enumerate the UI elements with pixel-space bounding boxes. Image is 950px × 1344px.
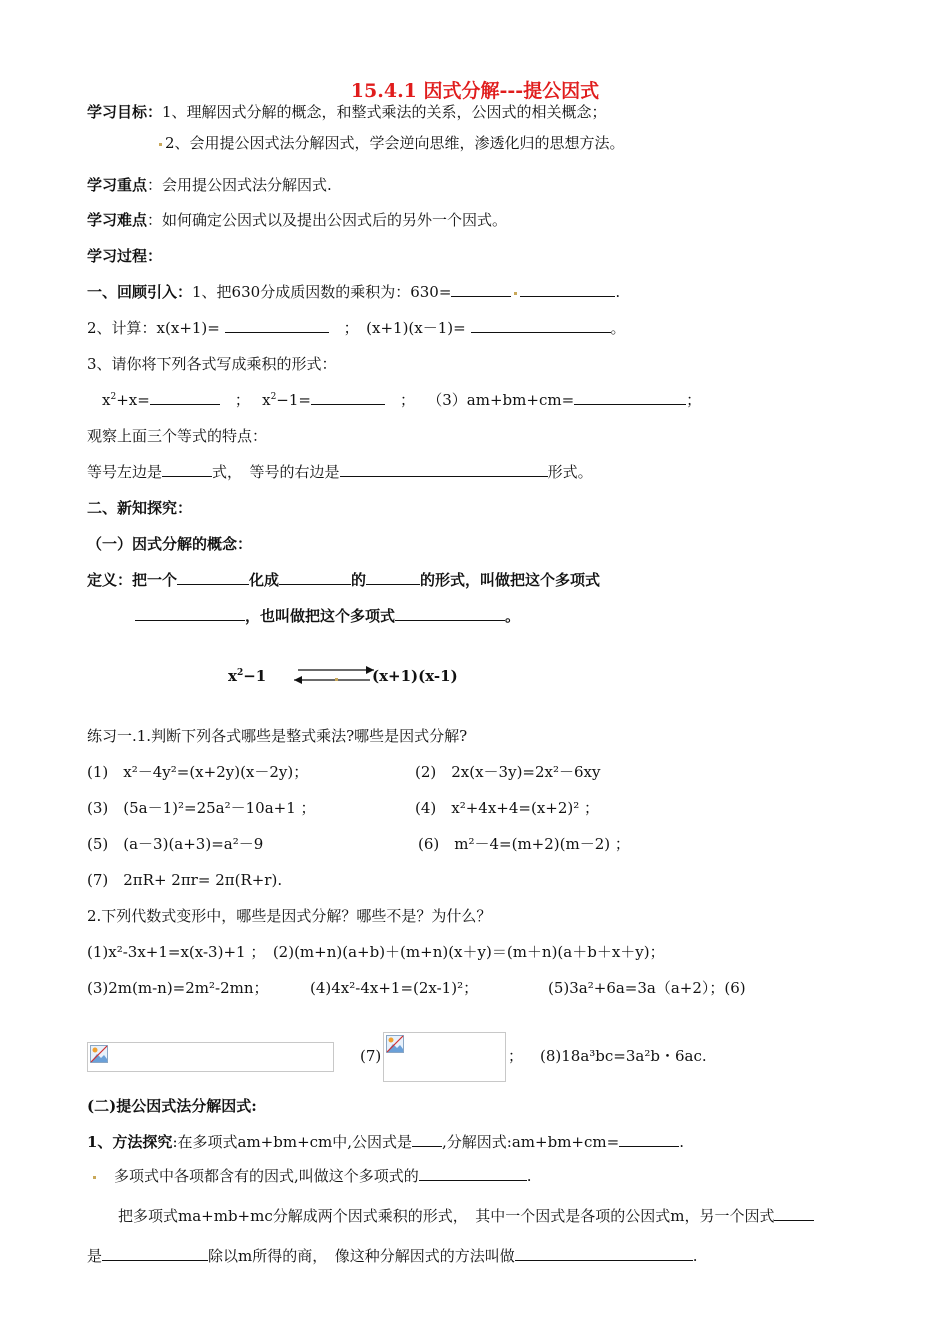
right-type: 形式。 [547,463,593,481]
expr-part: −1= [276,391,311,409]
blank [471,318,611,333]
method-l1-label: 1、方法探究 [87,1133,173,1151]
goals-label: 学习目标： [87,103,163,121]
method-line-2 [90,1166,532,1186]
blank [162,462,212,477]
def-part: 化成 [249,571,280,589]
ex2-item-3: (3)2m(m-n)=2m²-2mn； [87,979,269,997]
blank [619,1132,679,1147]
diagram-left-expr: $x^2-1$ [228,667,267,685]
process-label: 学习过程： [87,247,163,265]
dot-mark [159,143,162,146]
broken-image-7 [383,1032,506,1082]
broken-image-icon [386,1035,404,1053]
ex2-item-4: (4)4x²-4x+1=(2x-1)²； [310,979,479,997]
blank [311,390,385,405]
goal-item-1: 1、理解因式分解的概念，和整式乘法的关系，公因式的相关概念； [162,103,607,121]
review-q3-items: $x^2+x=$ ； $x^2-1=$ ； （3）am+bm+cm= ； [102,391,702,409]
def-part: 的 [351,571,367,589]
sides-line [87,462,593,482]
review-q2: 2、计算：x(x+1)= ； (x+1)(x－1)= 。 [87,319,626,337]
blank [451,282,511,297]
method-l1-text2: ,分解因式:am+bm+cm= [442,1133,620,1151]
method-l2-text: 多项式中各项都含有的因式,叫做这个多项式的 [114,1167,419,1185]
blank [366,570,420,585]
ex1-item-6: (6) m²－4=(m+2)(m－2) ； [418,835,630,853]
double-arrow-icon [290,665,380,687]
left-side-label: 等号左边是 [87,463,163,481]
difficulty-line [87,210,507,230]
method-l3-text: 把多项式ma+mb+mc分解成两个因式乘积的形式， 其中一个因式是各项的公因式m，另一个因式 [118,1207,775,1225]
method-line-1 [87,1132,684,1152]
review-q1-text: 1、把630分成质因数的乘积为：630= [192,283,452,301]
ex1-item-2: (2) 2x(x－3y)=2x²－6xy [415,763,601,781]
expr-x: x [228,667,237,685]
review-head: 一、回顾引入： [87,283,193,301]
blank [279,570,351,585]
ex1-item-5: (5) (a－3)(a+3)=a²－9 [87,835,264,853]
def-part: 定义：把一个 [87,571,178,589]
goal-item-2: 2、会用提公因式法分解因式，学会逆向思维，渗透化归的思想方法。 [165,134,625,152]
review-q3: 3、请你将下列各式写成乘积的形式： [87,355,337,373]
method-l2-end: . [526,1167,532,1185]
method-l1-end: . [679,1133,684,1151]
definition-line-1 [87,570,600,590]
difficulty-label: 学习难点 [87,211,148,229]
focus-line [87,175,332,195]
blank [177,570,249,585]
left-type: 式， [212,463,235,481]
blank [515,1246,693,1261]
def-part: 。 [505,607,521,625]
explore-head: 二、新知探究： [87,499,193,517]
method-l4-a: 是 [87,1247,103,1265]
ex2-item-5: (5)3a²+6a=3a（a+2）；(6) [548,979,746,997]
ex1-item-7: (7) 2πR+ 2πr= 2π(R+r). [87,871,283,889]
explore-sub1: （一）因式分解的概念： [87,535,253,553]
ex2-item-7: (7) [360,1047,382,1065]
blank [340,462,548,477]
broken-image-6 [87,1042,334,1072]
ex1-item-4: (4) x²+4x+4=(x+2)² ； [415,799,600,817]
ex2-line-1: (1)x²-3x+1=x(x-3)+1 ； (2)(m+n)(a+b)＋(m+n)(x＋y)＝(m＋n)(a＋b＋x＋y)； [87,943,665,961]
focus-text: ：会用提公因式法分解因式. [147,176,332,194]
goals-line-1 [87,102,607,122]
method-l4-c: . [692,1247,698,1265]
blank [135,606,245,621]
expr-x: x [262,391,271,409]
blank [574,390,686,405]
diagram-right-expr: (x+1)(x-1) [372,667,458,685]
ex2-head: 2.下列代数式变形中，哪些是因式分解？哪些不是？为什么？ [87,907,492,925]
blank [102,1246,208,1261]
def-part: ，也叫做把这个多项式 [245,607,396,625]
observe-line: 观察上面三个等式的特点： [87,427,268,445]
page-title: 15.4.1 因式分解---提公因式 [350,80,600,102]
expr-part: （3）am+bm+cm= [427,391,575,409]
expr-x: x [102,391,111,409]
blank [395,606,505,621]
focus-label: 学习重点 [87,176,148,194]
broken-image-icon [90,1045,108,1063]
def-part: 的形式，叫做把这个多项式 [420,571,601,589]
review-q1: 一、回顾引入：1、把630分成质因数的乘积为：630= . [87,283,621,301]
method-line-4 [87,1246,698,1266]
blank [774,1206,814,1221]
review-q2-prefix: 2、计算：x(x+1)= [87,319,220,337]
difficulty-text: ：如何确定公因式以及提出公因式后的另外一个因式。 [147,211,508,229]
right-side-label: 等号的右边是 [249,463,340,481]
definition-line-2 [135,606,520,626]
method-head: (二)提公因式法分解因式: [87,1097,257,1115]
blank [419,1166,527,1181]
blank [520,282,615,297]
blank [150,390,220,405]
ex1-item-3: (3) (5a－1)²=25a²－10a+1 ； [87,799,316,817]
method-l4-b: 除以m所得的商， 像这种分解因式的方法叫做 [208,1247,515,1265]
review-q2-mid: ； (x+1)(x－1)= [343,319,466,337]
expr-part: +x= [116,391,150,409]
blank [412,1132,442,1147]
method-l1-text: :在多项式am+bm+cm中,公因式是 [172,1133,413,1151]
ex1-head: 练习一.1.判断下列各式哪些是整式乘法?哪些是因式分解? [87,727,468,745]
ex2-item-7-end: ； [508,1047,524,1065]
goals-line-2 [156,133,625,153]
blank [225,318,329,333]
dot-mark [514,292,517,295]
ex2-item-8: (8)18a³bc=3a²b・6ac. [540,1047,707,1065]
ex1-item-1: (1) x²－4y²=(x+2y)(x－2y)； [87,763,309,781]
expr-part: −1 [243,667,267,685]
method-line-3 [118,1206,814,1226]
dot-mark [93,1176,96,1179]
